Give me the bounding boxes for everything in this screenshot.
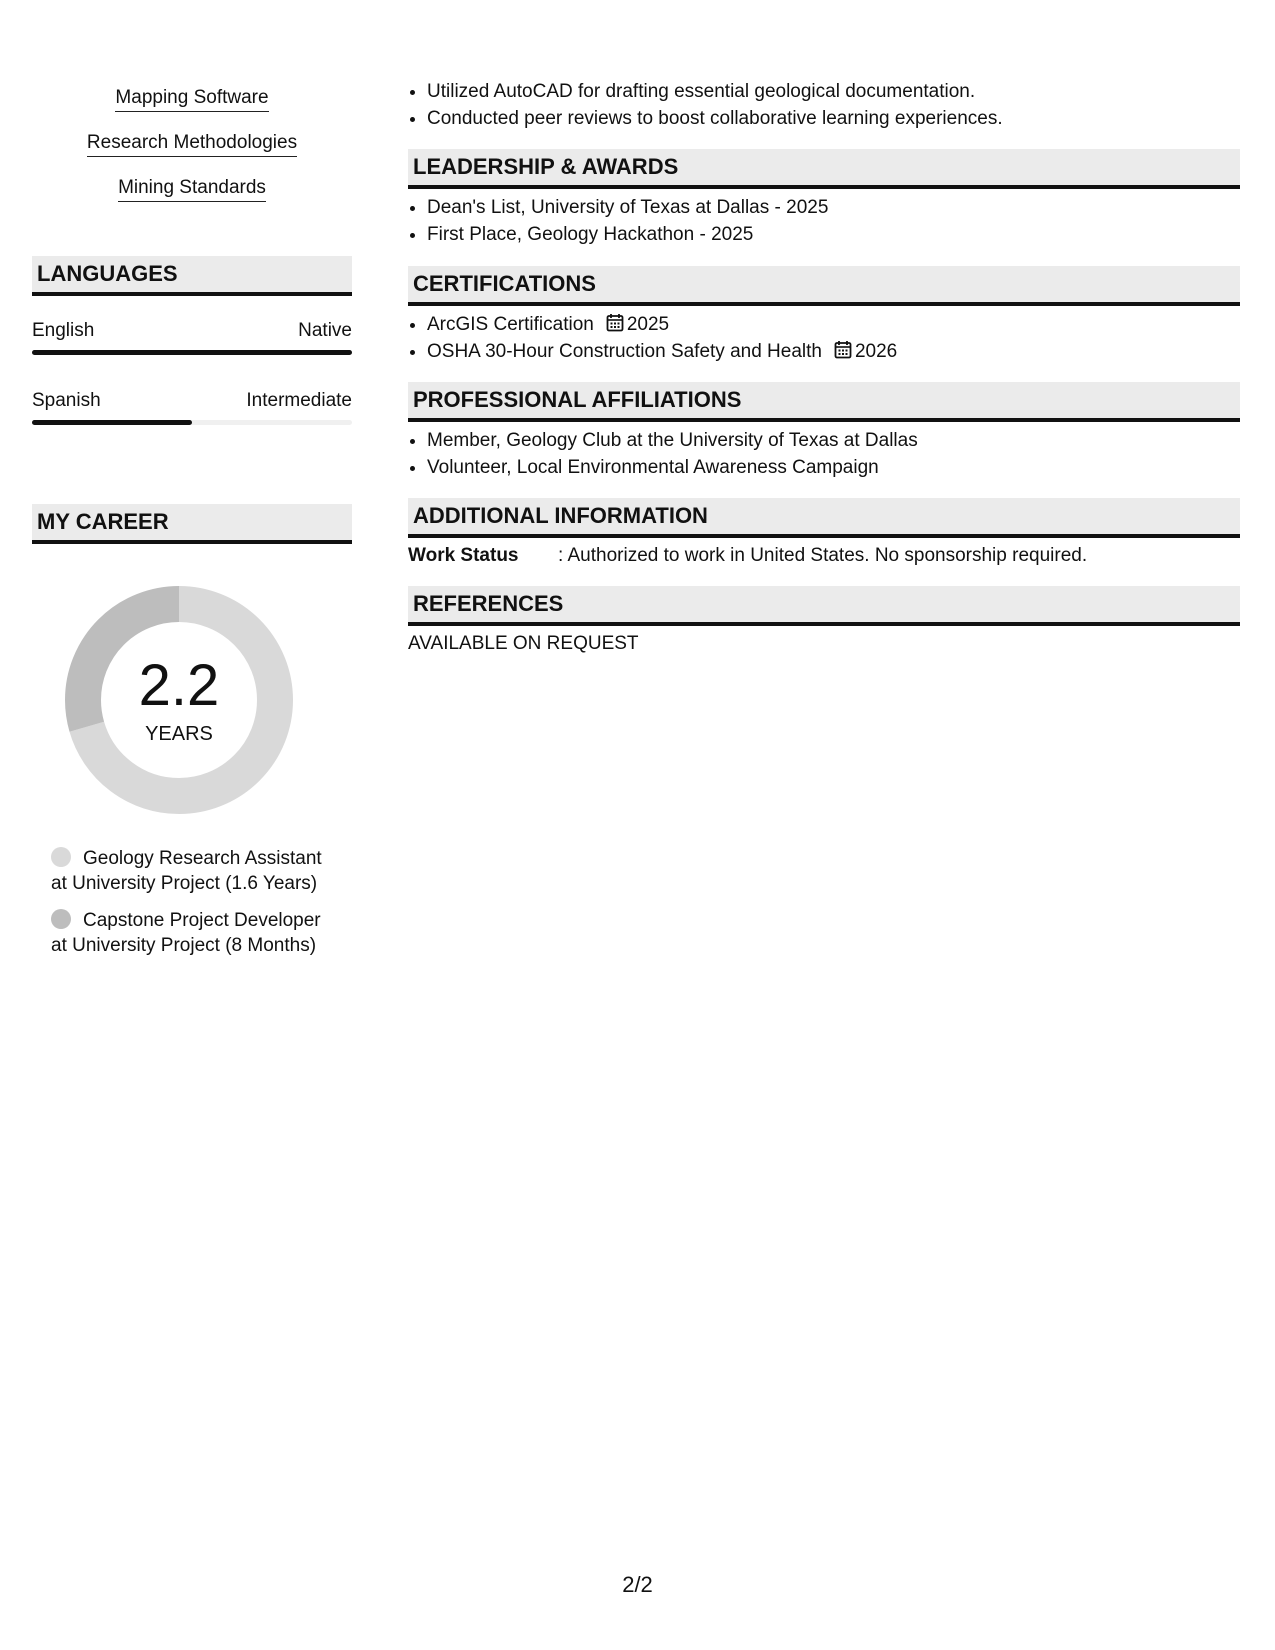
calendar-icon	[834, 340, 852, 359]
skill-item: Mining Standards	[32, 176, 352, 221]
certification-item	[427, 338, 1227, 365]
affiliations-heading: PROFESSIONAL AFFILIATIONS	[408, 382, 1240, 422]
certification-name: OSHA 30-Hour Construction Safety and Health	[427, 341, 822, 362]
skill-item: Mapping Software	[32, 86, 352, 131]
skill-item: Research Methodologies	[32, 131, 352, 176]
certification-year: 2025	[626, 314, 670, 335]
role-detail: at University Project (8 Months)	[51, 935, 317, 956]
page-number: 2/2	[622, 1572, 653, 1597]
role-title: Geology Research Assistant	[83, 848, 322, 869]
additional-info-heading: ADDITIONAL INFORMATION	[408, 498, 1240, 538]
language-name: English	[32, 320, 95, 341]
list-item: • Volunteer, Local Environmental Awareness Campaign	[427, 454, 1227, 481]
certifications-list	[408, 311, 1227, 365]
language-bar-fill	[32, 350, 352, 355]
references-heading: REFERENCES	[408, 586, 1240, 626]
references-text: AVAILABLE ON REQUEST	[408, 633, 639, 654]
languages-heading: LANGUAGES	[32, 256, 352, 296]
legend-item	[51, 846, 351, 896]
list-item: • Conducted peer reviews to boost collaborative learning experiences.	[427, 105, 1227, 132]
language-level: Native	[298, 320, 352, 341]
affiliations-list	[408, 427, 1227, 481]
skills-list	[32, 86, 352, 221]
certification-name: ArcGIS Certification	[427, 314, 594, 335]
work-status-value: : Authorized to work in United States. No sponsorship required.	[558, 545, 1088, 566]
legend-dot-icon	[51, 847, 71, 867]
certification-item	[427, 311, 1227, 338]
language-name: Spanish	[32, 390, 101, 411]
career-total-unit: YEARS	[145, 723, 213, 745]
work-status-label: Work Status	[408, 545, 519, 566]
list-item: • Utilized AutoCAD for drafting essential geological documentation.	[427, 78, 1227, 105]
career-donut-chart	[65, 586, 293, 814]
language-level: Intermediate	[246, 390, 352, 411]
certification-year: 2026	[854, 341, 898, 362]
certifications-heading: CERTIFICATIONS	[408, 266, 1240, 306]
legend-item	[51, 908, 351, 958]
language-bar	[32, 420, 352, 425]
language-bar	[32, 350, 352, 355]
leadership-list	[408, 194, 1227, 248]
career-total-value: 2.2	[138, 653, 220, 718]
career-heading: MY CAREER	[32, 504, 352, 544]
leadership-heading: LEADERSHIP & AWARDS	[408, 149, 1240, 189]
role-title: Capstone Project Developer	[83, 910, 321, 931]
legend-dot-icon	[51, 909, 71, 929]
list-item: • Member, Geology Club at the University of Texas at Dallas	[427, 427, 1227, 454]
career-legend	[51, 846, 351, 970]
language-bar-fill	[32, 420, 192, 425]
list-item: • Dean's List, University of Texas at Dallas - 2025	[427, 194, 1227, 221]
calendar-icon	[606, 313, 624, 332]
list-item: • First Place, Geology Hackathon - 2025	[427, 221, 1227, 248]
experience-bullets	[408, 78, 1227, 132]
role-detail: at University Project (1.6 Years)	[51, 873, 318, 894]
